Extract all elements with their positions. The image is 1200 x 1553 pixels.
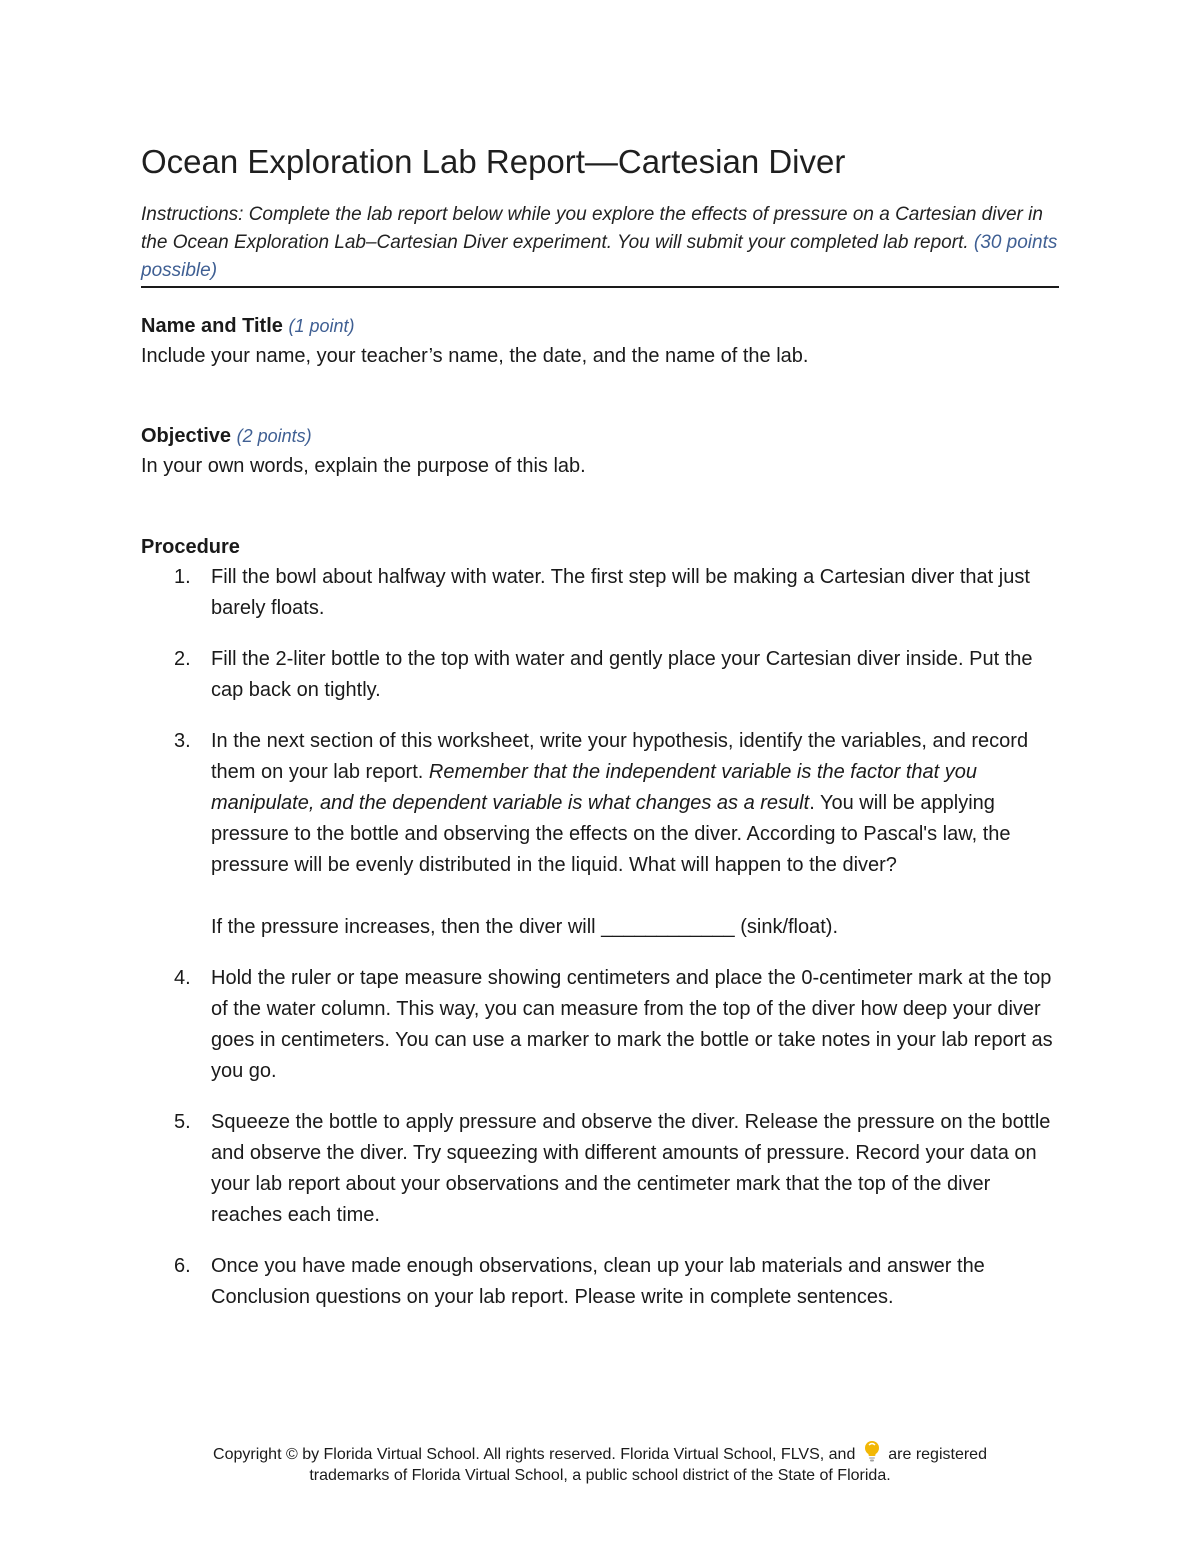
procedure-step (141, 1107, 1059, 1231)
copyright-footer (0, 1440, 1200, 1486)
step-text-italic: Remember that the independent variable is the factor that you manipulate, and the dependent variable is what changes as a result (211, 761, 977, 814)
section-heading-text: Objective (141, 425, 232, 447)
procedure-step (141, 644, 1059, 706)
hypothesis-statement: If the pressure increases, then the diver will ____________ (sink/float). (211, 916, 839, 938)
step-text: . You will be applying pressure to the bottle and observing the effects on the diver. According to Pascal's law, the pressure will be evenly distributed in the liquid. What will happen to the diver? (211, 792, 1011, 876)
section-heading (141, 311, 1059, 341)
step-text: In the next section of this worksheet, write your hypothesis, identify the variables, and record them on your lab report. (211, 730, 1029, 783)
step-number: 1. (174, 566, 191, 588)
footer-text: Copyright © by Florida Virtual School. All rights reserved. Florida Virtual School, FLVS, and (213, 1446, 856, 1463)
section-objective (141, 421, 1059, 481)
step-number: 4. (174, 967, 191, 989)
step-text: Fill the bowl about halfway with water. The first step will be making a Cartesian diver that just barely floats. (211, 566, 1030, 619)
section-points: (1 point) (288, 316, 355, 336)
step-text: Hold the ruler or tape measure showing centimeters and place the 0-centimeter mark at the top of the water column. This way, you can measure from the top of the diver how deep your diver goes in centimeters. You can use a marker to mark the bottle or take notes in your lab report as you go. (211, 967, 1053, 1082)
procedure-step (141, 562, 1059, 624)
document-page (141, 140, 1059, 1333)
step-number: 6. (174, 1255, 191, 1277)
footer-line-1 (0, 1440, 1200, 1465)
procedure-step (141, 963, 1059, 1087)
step-text: Once you have made enough observations, clean up your lab materials and answer the Conclusion questions on your lab report. Please write in complete sentences. (211, 1255, 985, 1308)
section-body: Include your name, your teacher’s name, the date, and the name of the lab. (141, 345, 809, 367)
section-name-title (141, 311, 1059, 371)
step-number: 2. (174, 648, 191, 670)
footer-line-2: trademarks of Florida Virtual School, a public school district of the State of Florida. (309, 1467, 891, 1484)
step-number: 3. (174, 730, 191, 752)
page-title: Ocean Exploration Lab Report—Cartesian Diver (141, 143, 846, 180)
step-number: 5. (174, 1111, 191, 1133)
footer-text: are registered (888, 1446, 987, 1463)
procedure-steps-list (141, 562, 1059, 1313)
section-body: In your own words, explain the purpose of this lab. (141, 455, 586, 477)
step-text: Fill the 2-liter bottle to the top with water and gently place your Cartesian diver inside. Put the cap back on tightly. (211, 648, 1033, 701)
instructions-points: (30 points possible) (141, 232, 1058, 281)
section-points: (2 points) (236, 426, 312, 446)
section-heading (141, 421, 1059, 451)
step-text: Squeeze the bottle to apply pressure and observe the diver. Release the pressure on the bottle and observe the diver. Try squeezing with different amounts of pressure. Record your data on your lab report about your observations and the centimeter mark that the top of the diver reaches each time. (211, 1111, 1051, 1226)
instructions-block (141, 201, 1059, 288)
section-heading (141, 532, 1059, 562)
procedure-step (141, 1251, 1059, 1313)
section-procedure (141, 532, 1059, 1313)
section-heading-text: Procedure (141, 536, 240, 558)
instructions-text: Instructions: Complete the lab report below while you explore the effects of pressure on a Cartesian diver in the Ocean Exploration Lab–Cartesian Diver experiment. You will submit your completed lab report. (141, 204, 1043, 253)
flvs-lightbulb-logo-icon (862, 1440, 882, 1462)
section-heading-text: Name and Title (141, 315, 283, 337)
procedure-step (141, 726, 1059, 943)
